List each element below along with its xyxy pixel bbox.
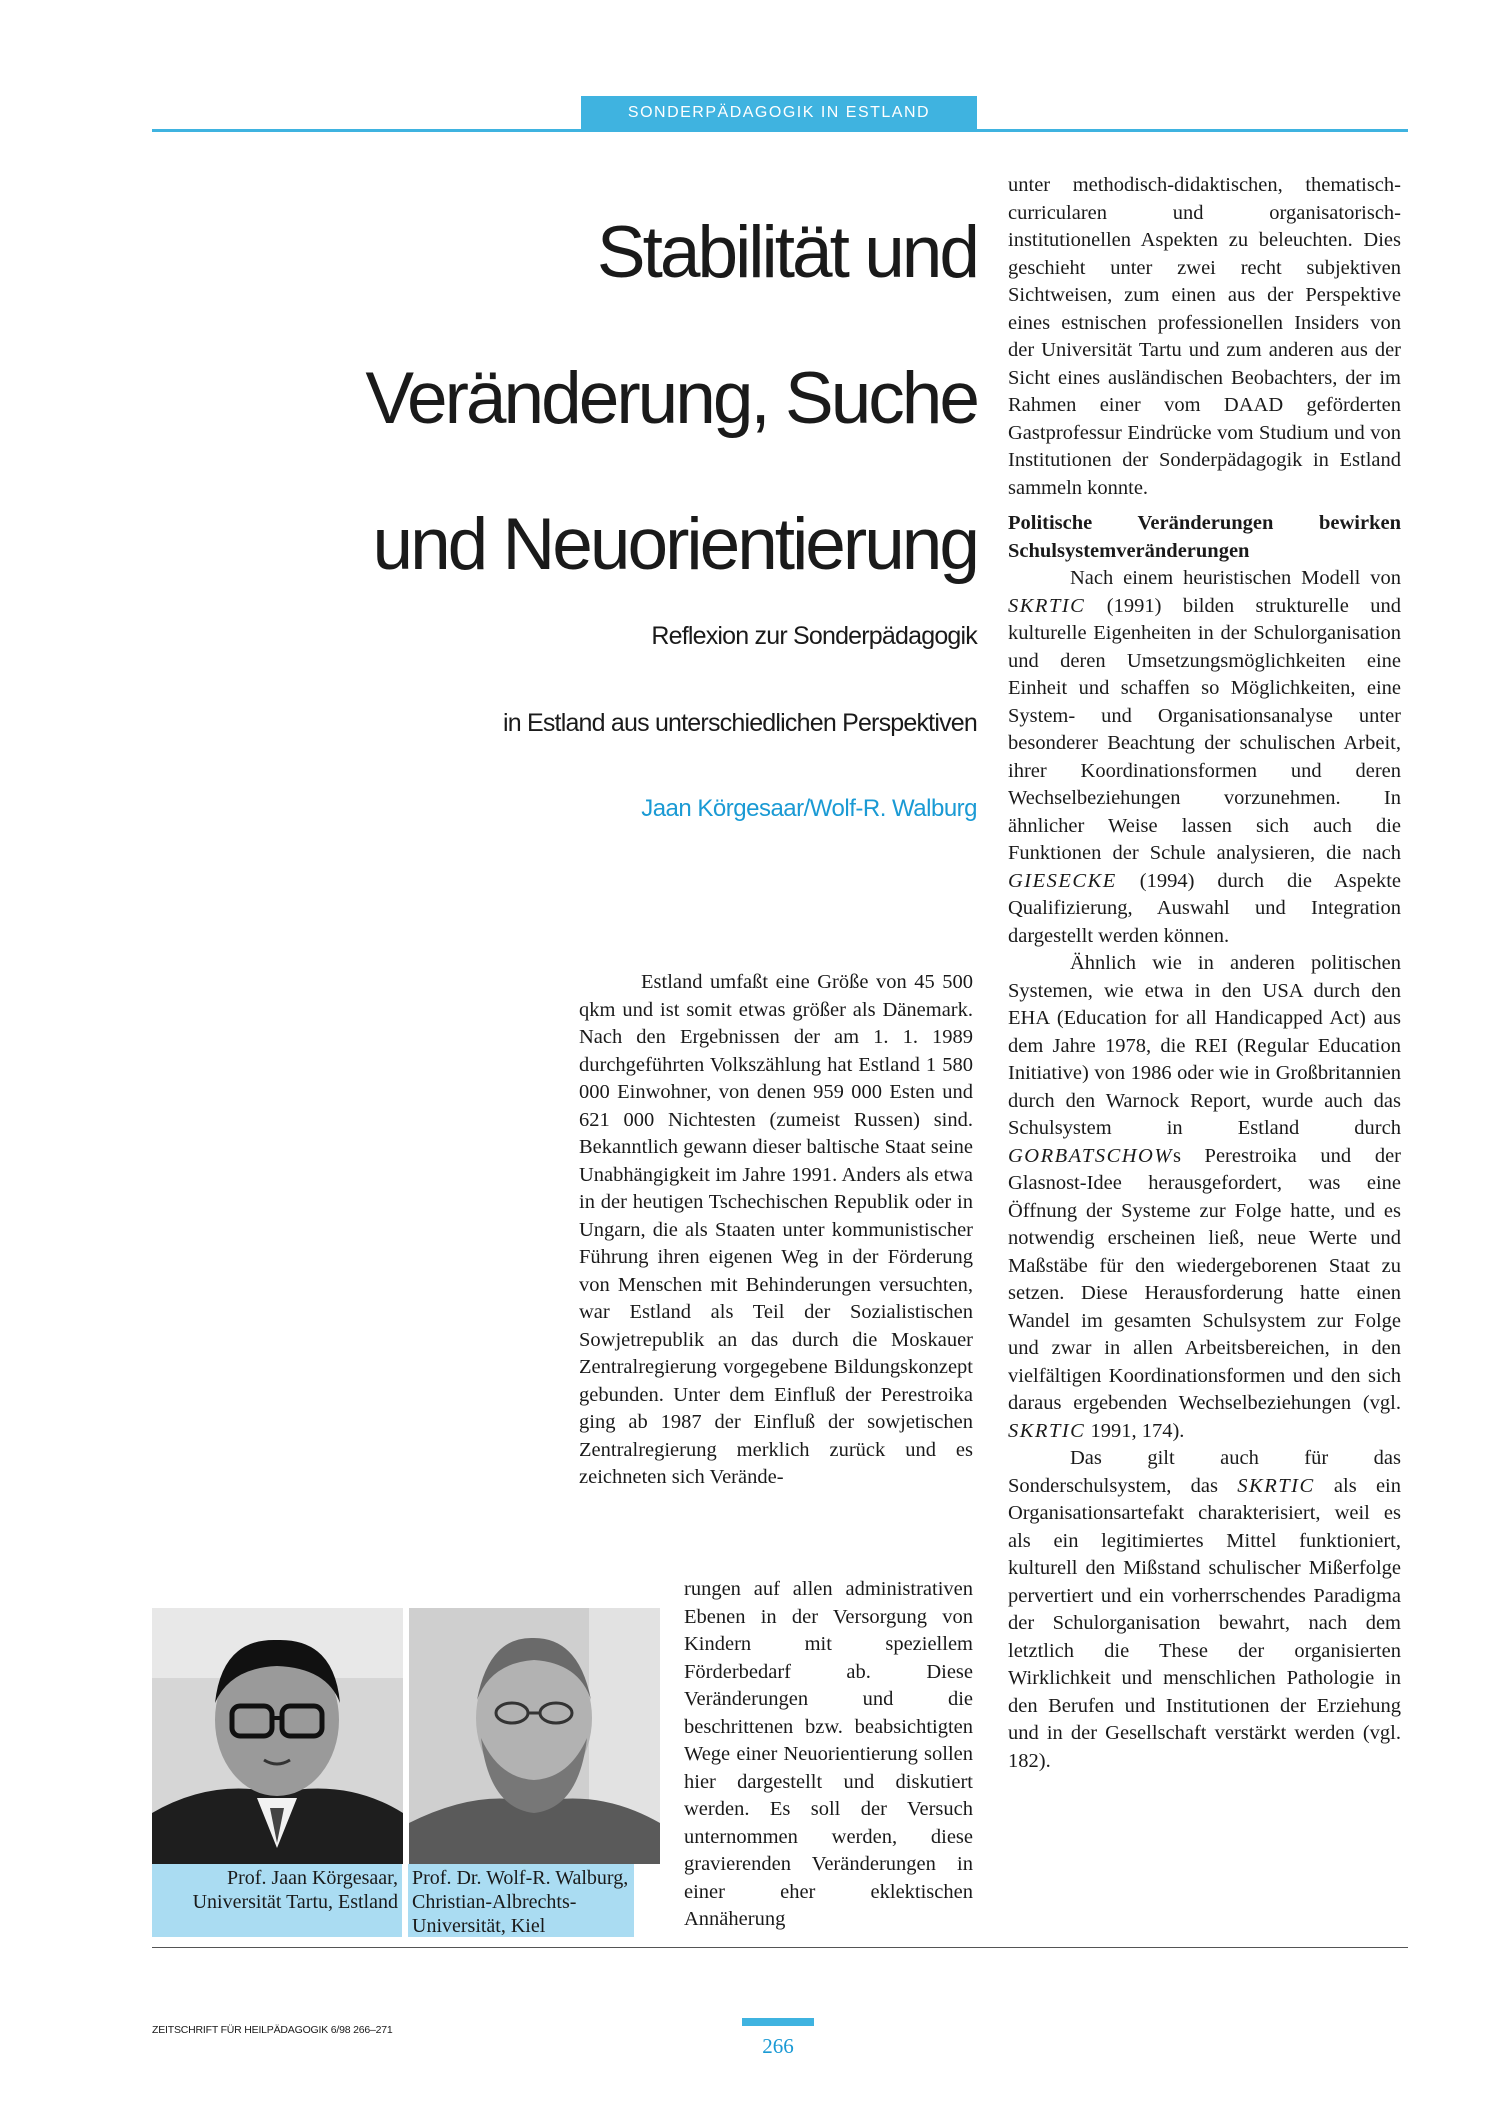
journal-reference: ZEITSCHRIFT FÜR HEILPÄDAGOGIK 6/98 266–271: [152, 2024, 393, 2036]
author-name: SKRTIC: [1008, 1419, 1086, 1442]
author-name: SKRTIC: [1237, 1474, 1315, 1497]
title-line-3: und Neuorientierung: [372, 504, 977, 585]
author-photos: [152, 1608, 660, 1864]
author-name: SKRTIC: [1008, 594, 1086, 617]
subtitle-line-2: in Estland aus unterschiedlichen Perspektiven: [502, 709, 977, 737]
body-column-middle-lower: [684, 1576, 973, 1934]
caption-line: Prof. Jaan Körgesaar,: [227, 1867, 398, 1889]
caption-line: Universität Tartu, Estland: [192, 1891, 398, 1913]
section-header-tab: SONDERPÄDAGOGIK IN ESTLAND: [581, 96, 977, 130]
photo-walburg: [409, 1608, 660, 1864]
text-run: 1991, 174).: [1085, 1419, 1185, 1442]
footer-rule: [152, 1947, 1408, 1948]
caption-line: Prof. Dr. Wolf-R. Walburg,: [412, 1867, 629, 1889]
title-line-1: Stabilität und: [596, 212, 977, 293]
caption-line: Universität, Kiel: [412, 1915, 546, 1937]
title-line-2: Veränderung, Suche: [365, 358, 977, 439]
author-name: GORBATSCHOW: [1008, 1144, 1173, 1167]
intro-paragraph: Estland umfaßt eine Größe von 45 500 qkm und ist somit etwas größer als Dänemark. Nach den Ergebnissen der am 1. 1. 1989 durchgeführten Volkszählung hat Estland 1 580 000 Einwohner, von denen 959 000 Esten und 621 000 Nichtesten (zumeist Russen) sind. Bekanntlich gewann dieser baltische Staat seine Unabhängigkeit im Jahre 1991. Anders als etwa in der heutigen Tschechischen Republik oder in Ungarn, die als Staaten unter kommunistischer Führung ihren eigenen Weg in der Förderung von Menschen mit Behinderungen versuchten, war Estland als Teil der Sozialistischen Sowjetrepublik an das durch die Moskauer Zentralregierung vorgegebene Bildungskonzept gebunden. Unter dem Einfluß der Perestroika ging ab 1987 der Einfluß der sowjetischen Zentralregierung merklich zurück und es zeichneten sich Verände-: [579, 971, 973, 1488]
text-run: (1994) durch die Aspekte Qualifizierung, Auswahl und Integration dargestellt werden können.: [1008, 869, 1401, 947]
article-title: [157, 180, 977, 618]
text-run: Ähnlich wie in anderen politischen Systemen, wie etwa in den USA durch den EHA (Education for all Handicapped Act) aus dem Jahre 1978, die REI (Regular Education Initiative) von 1986 oder wie in Großbritannien durch den Warnock Report, wurde auch das Schulsystem in Estland durch: [1008, 952, 1401, 1139]
photo-caption-right: [408, 1864, 634, 1937]
text-run: als ein Organisationsartefakt charakterisiert, weil es als ein legitimiertes Mittel funktioniert, kulturell den Mißstand schulischer Mißerfolge pervertiert und ein vorherrschendes Paradigma der Schulorganisation bewahrt, nach dem letztlich die These der organisierten Wirklichkeit und menschlichen Pathologie in den Berufen und Institutionen der Erziehung und in der Gesellschaft verstärkt werden (vgl. 182).: [1008, 1474, 1401, 1772]
author-name: GIESECKE: [1008, 869, 1117, 892]
article-authors: Jaan Körgesaar/Wolf-R. Walburg: [641, 795, 977, 822]
body-column-middle-upper: [579, 969, 973, 1492]
text-run: s Perestroika und der Glasnost-Idee herausgefordert, was eine Öffnung der Systeme zur Folge hatte, und es notwendig erscheinen ließ, neue Werte und Maßstäbe für den wiedergeborenen Staat zu setzen. Diese Herausforderung hatte einen Wandel im gesamten Schulsystem zur Folge und zwar in allen Arbeitsbereichen, in den vielfältigen Koordinationsformen und den sich daraus ergebenden Wechselbeziehungen (vgl.: [1008, 1144, 1401, 1414]
body-column-right: [1008, 172, 1401, 1775]
paragraph-aspects: unter methodisch-didaktischen, thematisch-curricularen und organisatorisch-institutionellen Aspekten zu beleuchten. Dies geschieht unter zwei recht subjektiven Sichtweisen, zum einen aus der Perspektive eines estnischen professionellen Insiders von der Universität Tartu und zum anderen aus der Sicht eines ausländischen Beobachters, der im Rahmen einer vom DAAD geförderten Gastprofessur Eindrücke vom Studium und von Institutionen der Sonderpädagogik in Estland sammeln konnte.: [1008, 174, 1401, 499]
paragraph-skrtic-model: [1008, 565, 1401, 950]
paragraph-political-systems: [1008, 950, 1401, 1445]
text-run: (1991) bilden strukturelle und kulturelle Eigenheiten in der Schulorganisation und deren Umsetzungsmöglichkeiten eine Einheit und schaffen so Möglichkeiten, eine System- und Organisationsanalyse unter besonderer Beachtung der schulischen Arbeit, ihrer Koordinationsformen und deren Wechselbeziehungen vorzunehmen. In ähnlicher Weise lassen sich auch die Funktionen der Schule analysieren, die nach: [1008, 594, 1401, 864]
section-heading: Politische Veränderungen bewirken Schulsystemveränderungen: [1008, 512, 1401, 562]
page-number-bar: [742, 2018, 814, 2026]
subtitle-line-1: Reflexion zur Sonderpädagogik: [651, 622, 977, 650]
text-run: Nach einem heuristischen Modell von: [1070, 567, 1401, 589]
caption-line: Christian-Albrechts-: [412, 1891, 577, 1913]
page-number: 266: [762, 2034, 794, 2058]
photo-caption-left: [152, 1864, 402, 1937]
photo-koergesaar: [152, 1608, 403, 1864]
intro-paragraph-continued: rungen auf allen administrativen Ebenen in der Versorgung von Kindern mit speziellem Förderbedarf ab. Diese Veränderungen und die beschrittenen bzw. beabsichtigten Wege einer Neuorientierung sollen hier dargestellt und diskutiert werden. Es soll der Versuch unternommen werden, diese gravierenden Veränderungen in einer eher eklektischen Annäherung: [684, 1578, 973, 1930]
text-run: Das gilt auch für das Sonderschulsystem, das: [1008, 1447, 1401, 1497]
paragraph-special-school-system: [1008, 1445, 1401, 1775]
header-rule: [152, 129, 1408, 132]
